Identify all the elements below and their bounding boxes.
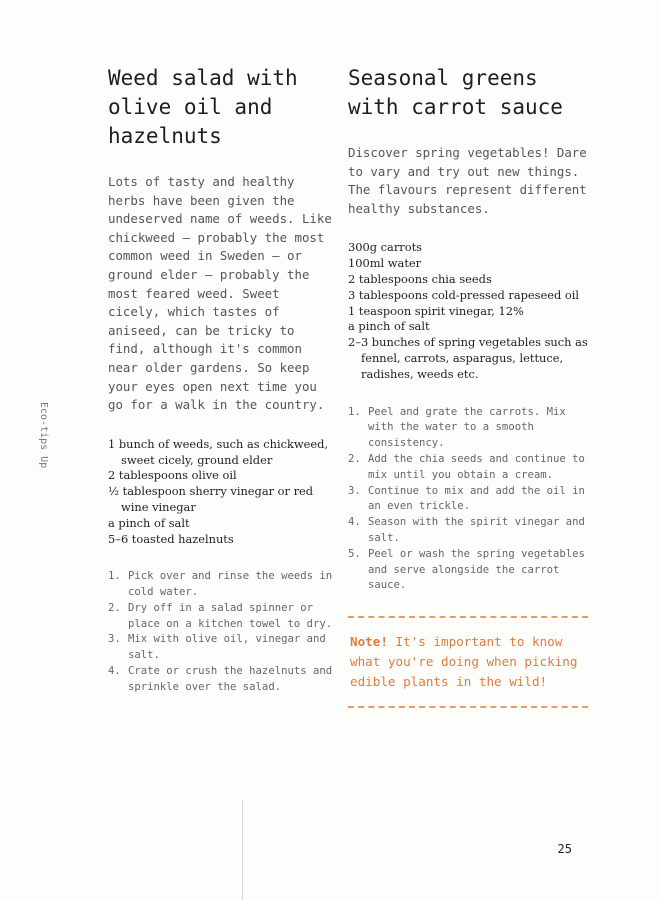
step-number: 4. — [348, 516, 361, 529]
step-item — [348, 452, 588, 484]
step-number: 5. — [348, 547, 361, 560]
step-item — [108, 569, 336, 601]
step-number: 2. — [108, 601, 121, 614]
step-text: Dry off in a salad spinner or place on a kitchen towel to dry. — [128, 601, 333, 630]
ingredient-item: a pinch of salt — [108, 515, 190, 530]
step-item — [348, 547, 588, 594]
step-text: Crate or crush the hazelnuts and sprinkle over the salad. — [128, 665, 333, 693]
step-number: 1. — [108, 570, 121, 583]
step-list — [108, 569, 336, 695]
seasonal-greens-recipe — [348, 64, 588, 708]
step-item — [348, 405, 588, 452]
ingredient-item: ½ tablespoon sherry vinegar or red wine vinegar — [108, 484, 314, 514]
ingredient-list — [348, 240, 588, 382]
step-number: 1. — [348, 405, 361, 418]
step-number: 4. — [108, 665, 121, 678]
step-text: Add the chia seeds and continue to mix until you obtain a cream. — [368, 452, 585, 481]
weed-salad-recipe — [108, 64, 336, 696]
step-text: Pick over and rinse the weeds in cold water. — [128, 570, 333, 599]
note-text: It's important to know what you're doing when picking edible plants in the wild! — [350, 634, 578, 690]
step-number: 2. — [348, 452, 361, 465]
step-text: Peel and grate the carrots. Mix with the water to a smooth consistency. — [368, 405, 566, 450]
step-text: Season with the spirit vinegar and salt. — [368, 516, 585, 544]
ingredient-list — [108, 437, 336, 548]
step-item — [348, 484, 588, 516]
recipe-intro: Discover spring vegetables! Dare to vary and try out new things. The flavours represent different healthy substances. — [348, 145, 587, 216]
step-item — [108, 632, 336, 664]
warning-note — [348, 616, 588, 708]
ingredient-item: 2 tablespoons chia seeds — [348, 271, 492, 286]
step-text: Continue to mix and add the oil in an even trickle. — [368, 484, 585, 513]
step-item — [108, 664, 336, 696]
note-label: Note! — [350, 634, 388, 650]
step-item — [108, 601, 336, 633]
step-list — [348, 405, 588, 595]
page-crease — [242, 800, 243, 900]
page-number: 25 — [557, 842, 572, 856]
step-number: 3. — [348, 484, 361, 497]
ingredient-item: 5–6 toasted hazelnuts — [108, 531, 234, 546]
ingredient-item: 2–3 bunches of spring vegetables such as fennel, carrots, asparagus, lettuce, radishes, weeds etc. — [348, 335, 588, 381]
recipe-title: Weed salad with olive oil and hazelnuts — [108, 66, 298, 148]
step-text: Mix with olive oil, vinegar and salt. — [128, 633, 326, 662]
ingredient-item: 300g carrots — [348, 240, 422, 255]
recipe-title: Seasonal greens with carrot sauce — [348, 66, 563, 119]
ingredient-item: 2 tablespoons olive oil — [108, 468, 237, 483]
recipe-intro: Lots of tasty and healthy herbs have been given the undeserved name of weeds. Like chickweed – probably the most common weed in Sweden – or ground elder – probably the most feared weed. Sweet cicely, which tastes of aniseed, can be tricky to find, although it's common near older gardens. So keep your eyes open next time you go for a walk in the country. — [108, 174, 332, 413]
ingredient-item: 100ml water — [348, 256, 422, 271]
ingredient-item: 1 bunch of weeds, such as chickweed, sweet cicely, ground elder — [108, 436, 329, 467]
ingredient-item: 3 tablespoons cold-pressed rapeseed oil — [348, 287, 580, 302]
ingredient-item: a pinch of salt — [348, 319, 430, 334]
step-text: Peel or wash the spring vegetables and serve alongside the carrot sauce. — [368, 547, 585, 592]
ingredient-item: 1 teaspoon spirit vinegar, 12% — [348, 303, 524, 318]
side-label: Eco-tips Up — [38, 402, 49, 469]
step-number: 3. — [108, 633, 121, 646]
step-item — [348, 515, 588, 547]
